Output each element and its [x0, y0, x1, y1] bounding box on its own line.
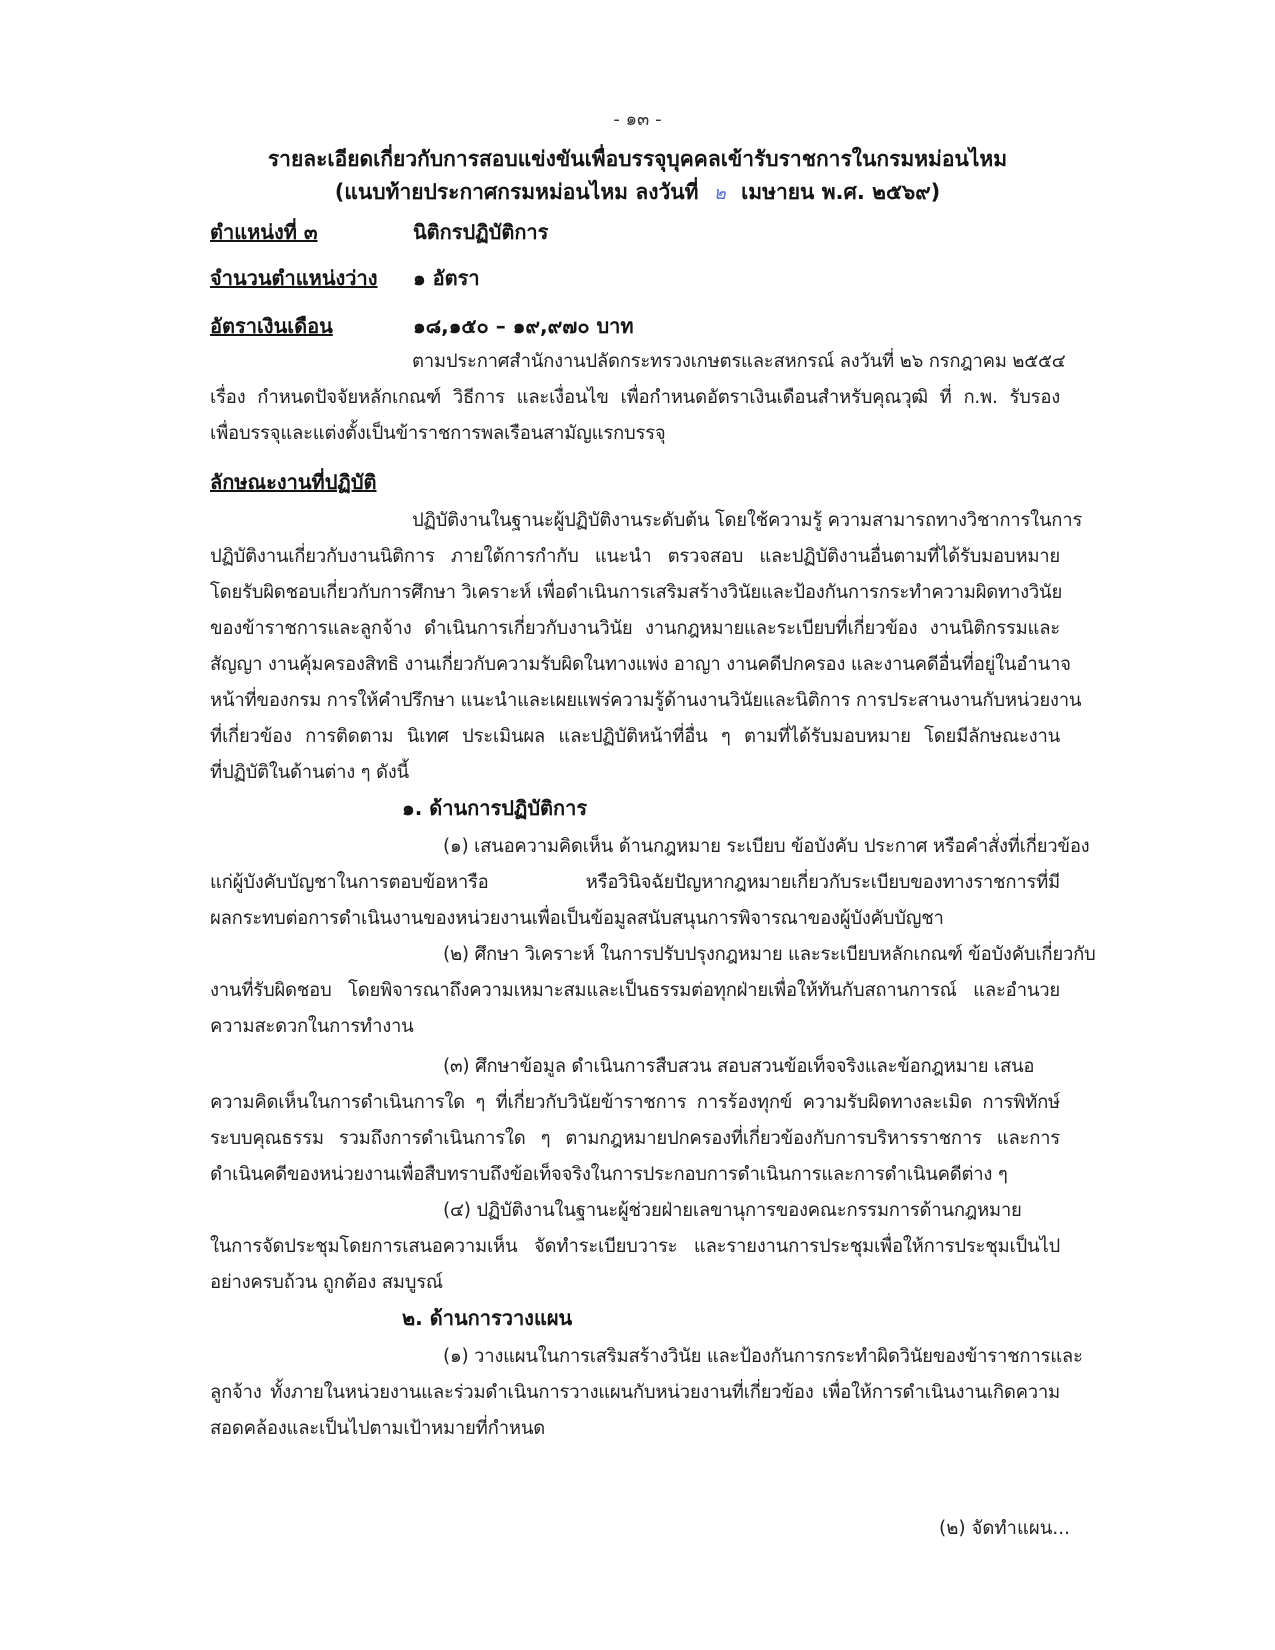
item-line: ความคิดเห็นในการดำเนินการใด ๆ ที่เกี่ยวกับวินัยข้าราชการ การร้องทุกข์ ความรับผิดทางละเมิด การพิทักษ์	[210, 1092, 1060, 1113]
item-line: ในการจัดประชุมโดยการเสนอความเห็น จัดทำระเบียบวาระ และรายงานการประชุมเพื่อให้การประชุมเป็นไป	[210, 1236, 1060, 1257]
item-line: งานที่รับผิดชอบ โดยพิจารณาถึงความเหมาะสมและเป็นธรรมต่อทุกฝ่ายเพื่อให้ทันกับสถานการณ์ และอำนวย	[210, 980, 1060, 1001]
section-heading-planning: ๒. ด้านการวางแผน	[402, 1306, 573, 1330]
job-intro-line: ปฏิบัติงานเกี่ยวกับงานนิติการ ภายใต้การกำกับ แนะนำ ตรวจสอบ และปฏิบัติงานอื่นตามที่ได้รับมอบหมาย	[210, 546, 1060, 567]
document-subtitle	[0, 176, 1275, 209]
item-line: (๔) ปฏิบัติงานในฐานะผู้ช่วยฝ่ายเลขานุการของคณะกรรมการด้านกฎหมาย	[443, 1200, 1022, 1221]
job-intro-line: ปฏิบัติงานในฐานะผู้ปฏิบัติงานระดับต้น โดยใช้ความรู้ ความสามารถทางวิชาการในการ	[412, 510, 1083, 531]
position-label: ตำแหน่งที่ ๓	[210, 220, 318, 244]
section-heading-operations: ๑. ด้านการปฏิบัติการ	[402, 796, 588, 820]
item-line: ความสะดวกในการทำงาน	[210, 1016, 414, 1037]
job-intro-line: โดยรับผิดชอบเกี่ยวกับการศึกษา วิเคราะห์ เพื่อดำเนินการเสริมสร้างวินัยและป้องกันการกระทำความผิดทางวินัย	[210, 582, 1063, 603]
item-line: (๒) ศึกษา วิเคราะห์ ในการปรับปรุงกฎหมาย และระเบียบหลักเกณฑ์ ข้อบังคับเกี่ยวกับ	[443, 944, 1096, 965]
document-title: รายละเอียดเกี่ยวกับการสอบแข่งขันเพื่อบรรจุบุคคลเข้ารับราชการในกรมหม่อนไหม	[267, 147, 1008, 171]
handwritten-day: ๒	[713, 183, 726, 204]
item-line: แก่ผู้บังคับบัญชาในการตอบข้อหารือ หรือวินิจฉัยปัญหากฎหมายเกี่ยวกับระเบียบของทางราชการที่มี	[210, 872, 1060, 893]
continuation-note: (๒) จัดทำแผน...	[939, 1518, 1070, 1539]
job-intro-line: ที่เกี่ยวข้อง การติดตาม นิเทศ ประเมินผล และปฏิบัติหน้าที่อื่น ๆ ตามที่ได้รับมอบหมาย โดยมีลักษณะงาน	[210, 726, 1060, 747]
item-line: (๓) ศึกษาข้อมูล ดำเนินการสืบสวน สอบสวนข้อเท็จจริงและข้อกฎหมาย เสนอ	[443, 1056, 1035, 1077]
item-line: ดำเนินคดีของหน่วยงานเพื่อสืบทราบถึงข้อเท็จจริงในการประกอบการดำเนินการและการดำเนินคดีต่าง ๆ	[210, 1164, 1008, 1185]
page-number: - ๑๓ -	[613, 109, 662, 130]
item-line: ลูกจ้าง ทั้งภายในหน่วยงานและร่วมดำเนินการวางแผนกับหน่วยงานที่เกี่ยวข้อง เพื่อให้การดำเนินงานเกิดความ	[210, 1382, 1060, 1403]
item-line: (๑) เสนอความคิดเห็น ด้านกฎหมาย ระเบียบ ข้อบังคับ ประกาศ หรือคำสั่งที่เกี่ยวข้อง	[443, 836, 1090, 857]
item-line: (๑) วางแผนในการเสริมสร้างวินัย และป้องกันการกระทำผิดวินัยของข้าราชการและ	[443, 1346, 1083, 1367]
salary-note-line: ตามประกาศสำนักงานปลัดกระทรวงเกษตรและสหกรณ์ ลงวันที่ ๒๖ กรกฎาคม ๒๕๕๔	[412, 351, 1066, 372]
subtitle-prefix: (แนบท้ายประกาศกรมหม่อนไหม ลงวันที่	[334, 180, 699, 204]
job-section-heading: ลักษณะงานที่ปฏิบัติ	[210, 470, 377, 494]
position-value: นิติกรปฏิบัติการ	[413, 220, 549, 244]
item-line: ผลกระทบต่อการดำเนินงานของหน่วยงานเพื่อเป็นข้อมูลสนับสนุนการพิจารณาของผู้บังคับบัญชา	[210, 908, 944, 929]
job-intro-line: ที่ปฏิบัติในด้านต่าง ๆ ดังนี้	[210, 762, 409, 783]
vacancy-value: ๑ อัตรา	[413, 266, 480, 290]
job-intro-line: สัญญา งานคุ้มครองสิทธิ งานเกี่ยวกับความรับผิดในทางแพ่ง อาญา งานคดีปกครอง และงานคดีอื่นที่อยู่ในอำนาจ	[210, 654, 1071, 675]
vacancy-label: จำนวนตำแหน่งว่าง	[210, 266, 378, 290]
job-intro-line: ของข้าราชการและลูกจ้าง ดำเนินการเกี่ยวกับงานวินัย งานกฎหมายและระเบียบที่เกี่ยวข้อง งานนิติกรรมและ	[210, 618, 1060, 639]
salary-note-line: เพื่อบรรจุและแต่งตั้งเป็นข้าราชการพลเรือนสามัญแรกบรรจุ	[210, 423, 666, 444]
salary-label: อัตราเงินเดือน	[210, 314, 333, 338]
salary-note-line: เรื่อง กำหนดปัจจัยหลักเกณฑ์ วิธีการ และเงื่อนไข เพื่อกำหนดอัตราเงินเดือนสำหรับคุณวุฒิ ที่ ก.พ. รับรอง	[210, 387, 1060, 408]
subtitle-suffix: เมษายน พ.ศ. ๒๕๖๙)	[741, 180, 941, 204]
job-intro-line: หน้าที่ของกรม การให้คำปรึกษา แนะนำและเผยแพร่ความรู้ด้านงานวินัยและนิติการ การประสานงานกับหน่วยงาน	[210, 690, 1082, 711]
item-line: อย่างครบถ้วน ถูกต้อง สมบูรณ์	[210, 1272, 443, 1293]
salary-value: ๑๘,๑๕๐ – ๑๙,๙๗๐ บาท	[413, 314, 634, 338]
item-line: สอดคล้องและเป็นไปตามเป้าหมายที่กำหนด	[210, 1418, 546, 1439]
item-line: ระบบคุณธรรม รวมถึงการดำเนินการใด ๆ ตามกฎหมายปกครองที่เกี่ยวข้องกับการบริหารราชการ และการ	[210, 1128, 1060, 1149]
